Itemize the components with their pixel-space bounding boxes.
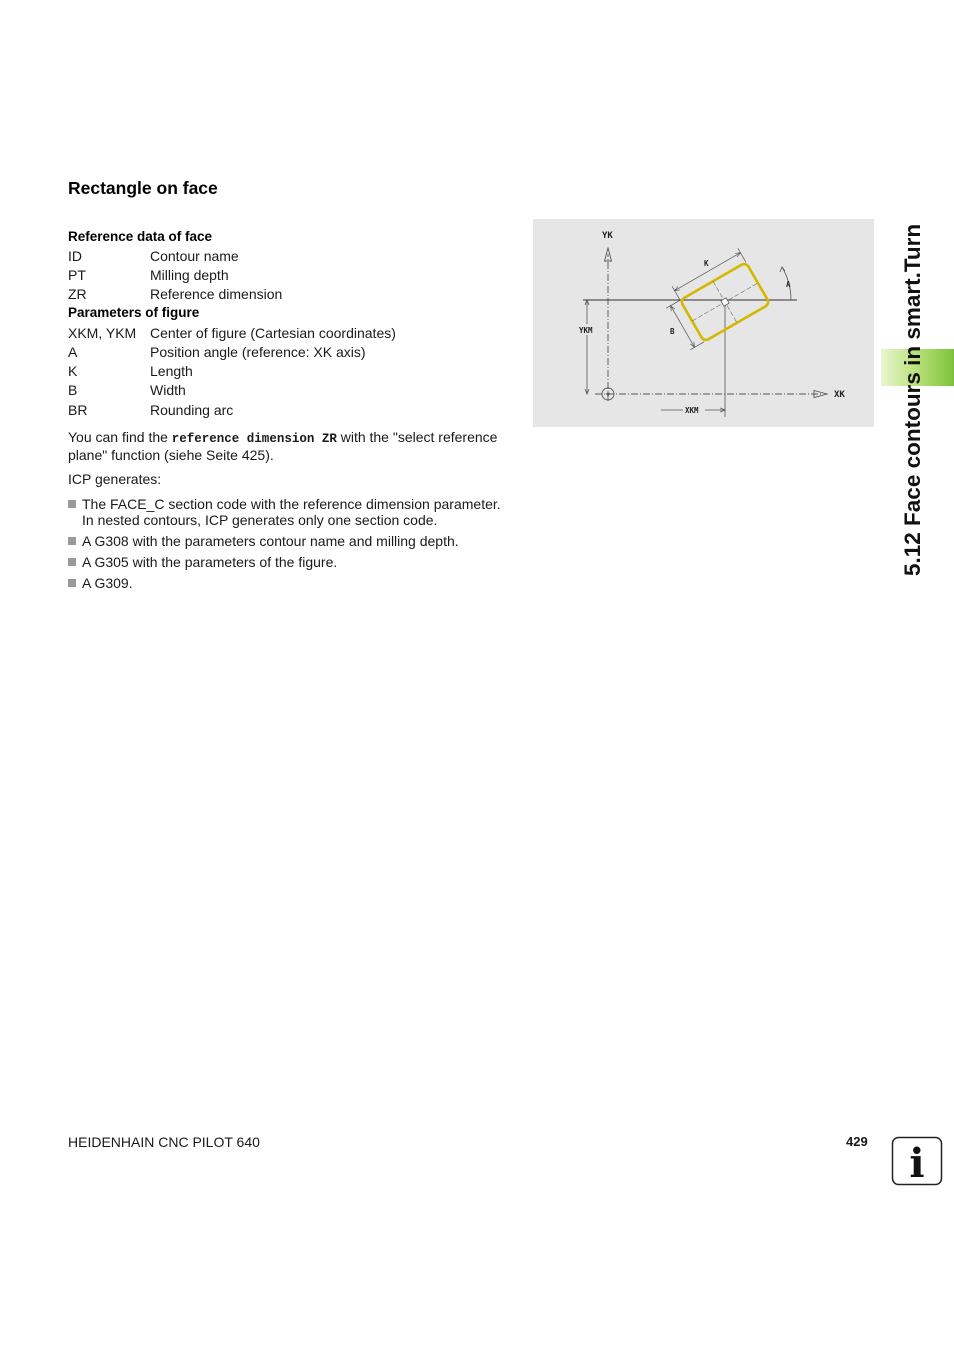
rectangle-diagram [533, 219, 874, 427]
reference-heading: Reference data of face [68, 229, 213, 244]
chapter-side-title-svg [892, 168, 932, 578]
chapter-title-text: 5.12 Face contours in smart.Turn [900, 223, 925, 576]
page-number: 429 [846, 1134, 868, 1149]
parameter-row [68, 343, 366, 361]
parameter-row [68, 381, 186, 399]
reference-row [68, 266, 229, 284]
info-icon-svg [891, 1136, 943, 1186]
row-value: Milling depth [150, 267, 229, 283]
icp-intro: ICP generates: [68, 471, 162, 487]
bullet-square-icon [68, 558, 76, 566]
rectangle-figure [533, 219, 874, 427]
reference-row [68, 247, 239, 265]
row-value: Contour name [150, 248, 239, 264]
parameter-row [68, 324, 396, 342]
row-value: Length [150, 363, 193, 379]
row-key: XKM, YKM [68, 325, 137, 341]
row-key: K [68, 363, 78, 379]
origin-dot-icon [606, 392, 609, 395]
list-item [68, 575, 513, 591]
note-text: You can find the [68, 429, 172, 445]
xk-label: XK [834, 390, 845, 400]
list-item [68, 554, 513, 570]
bullet-square-icon [68, 500, 76, 508]
row-key: B [68, 382, 78, 398]
bullet-text: A G308 with the parameters contour name and milling depth. [82, 533, 459, 549]
row-key: PT [68, 267, 86, 283]
xkm-label: XKM [685, 406, 699, 415]
footer-product: HEIDENHAIN CNC PILOT 640 [68, 1134, 260, 1150]
b-label: B [670, 327, 675, 336]
yk-label: YK [602, 231, 613, 241]
bullet-square-icon [68, 579, 76, 587]
list-item [68, 533, 513, 549]
info-icon-letter: i [909, 1140, 925, 1186]
b-extension-top [666, 300, 680, 308]
section-title: Rectangle on face [68, 178, 218, 198]
bullet-text: The FACE_C section code with the reference dimension parameter. In nested contours, ICP generates only one section code. [82, 496, 501, 528]
row-value: Reference dimension [150, 286, 283, 302]
a-label: A [786, 280, 791, 289]
rotated-rectangle [658, 248, 770, 349]
ykm-label: YKM [579, 326, 593, 335]
reference-note [68, 429, 513, 463]
row-value: Rounding arc [150, 402, 234, 418]
row-key: BR [68, 402, 88, 418]
bullet-square-icon [68, 537, 76, 545]
k-extension-right [738, 248, 746, 262]
info-icon [891, 1136, 943, 1186]
row-value: Position angle (reference: XK axis) [150, 344, 366, 360]
parameters-heading: Parameters of figure [68, 305, 200, 320]
row-key: ZR [68, 286, 87, 302]
list-item [68, 496, 513, 528]
k-label: K [704, 259, 709, 268]
reference-row [68, 285, 282, 303]
row-key: A [68, 344, 78, 360]
parameter-row [68, 362, 193, 380]
row-key: ID [68, 248, 82, 264]
bullet-text: A G305 with the parameters of the figure. [82, 554, 338, 570]
chapter-side-title [892, 168, 932, 578]
bullet-text: A G309. [82, 575, 133, 591]
note-code: reference dimension ZR [171, 432, 337, 446]
parameter-row [68, 401, 233, 419]
row-value: Center of figure (Cartesian coordinates) [150, 325, 396, 341]
note-text-end: with the "select reference plane" function (siehe Seite 425). [68, 429, 498, 463]
center-marker-icon [721, 298, 729, 306]
row-value: Width [150, 382, 186, 398]
